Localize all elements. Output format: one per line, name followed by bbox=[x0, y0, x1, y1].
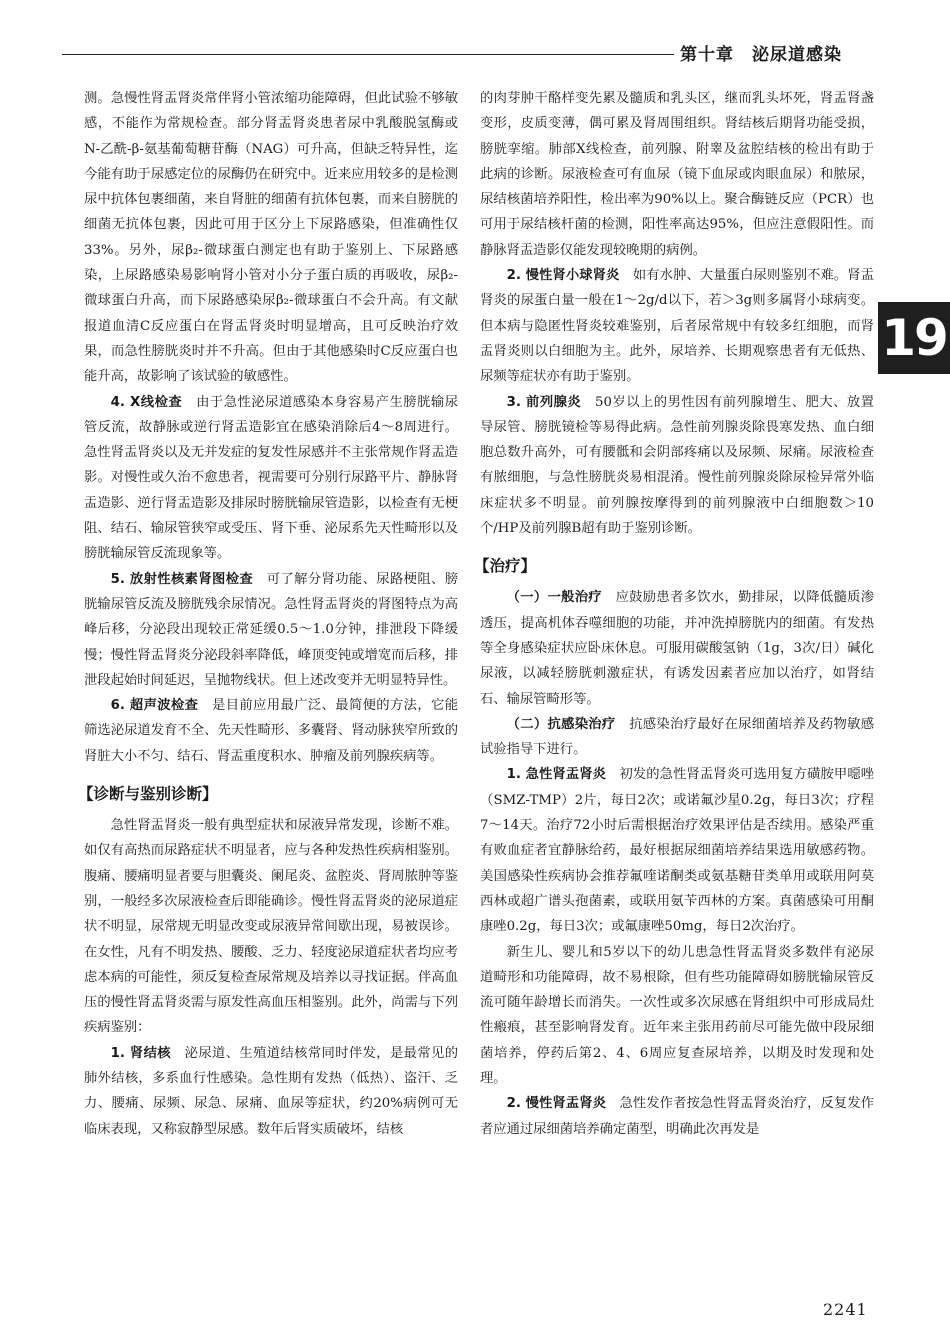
subheading: （一）一般治疗 bbox=[506, 590, 602, 606]
right-column bbox=[474, 86, 875, 1142]
subheading: 2. 慢性肾小球肾炎 bbox=[506, 268, 620, 284]
paragraph bbox=[84, 1041, 458, 1142]
subheading: 5. 放射性核素肾图检查 bbox=[110, 571, 254, 587]
paragraph-text: 如有水肿、大量蛋白尿则鉴别不难。肾盂肾炎的尿蛋白量一般在1～2g/d以下，若＞3g则多属肾小球病变。但本病与隐匿性肾炎较难鉴别，后者尿常规中有较多红细胞，而肾盂肾炎则以白细胞为主。此外，尿培养、长期观察患者有无低热、尿频等症状亦有助于鉴别。 bbox=[480, 268, 875, 385]
paragraph bbox=[480, 712, 874, 763]
paragraph: 急性肾盂肾炎一般有典型症状和尿液异常发现，诊断不难。如仅有高热而尿路症状不明显者，应与各种发热性疾病相鉴别。腹痛、腰痛明显者要与胆囊炎、阑尾炎、盆腔炎、肾周脓肿等鉴别，一般经多次尿液检查后即能确诊。慢性肾盂肾炎的泌尿道症状不明显，尿常规无明显改变或尿液异常间歇出现，易被误诊。在女性，凡有不明发热、腰酸、乏力、轻度泌尿道症状者均应考虑本病的可能性，须反复检查尿常规及培养以寻找证据。伴高血压的慢性肾盂肾炎需与原发性高血压相鉴别。此外，尚需与下列疾病鉴别： bbox=[84, 818, 458, 1036]
subheading: （二）抗感染治疗 bbox=[506, 716, 616, 732]
paragraph bbox=[480, 263, 874, 389]
subheading: 2. 慢性肾盂肾炎 bbox=[506, 1096, 607, 1112]
left-column bbox=[78, 86, 459, 1142]
paragraph bbox=[480, 762, 874, 939]
subheading: 4. X线检查 bbox=[110, 394, 183, 410]
section-heading-diagnosis: 【诊断与鉴别诊断】 bbox=[78, 785, 218, 804]
paragraph-text: 可了解分肾功能、尿路梗阻、膀胱输尿管反流及膀胱残余尿情况。急性肾盂肾炎的肾图特点为高峰后移，分泌段出现较正常延缓0.5～1.0分钟，排泄段下降缓慢；慢性肾盂肾炎分泌段斜率降低，峰顶变钝或增宽而后移，排泄段起始时间延迟，呈抛物线状。但上述改变并无明显特异性。 bbox=[84, 571, 458, 688]
paragraph bbox=[84, 567, 458, 693]
chapter-tab: 19 bbox=[878, 302, 950, 374]
paragraph-text: 50岁以上的男性因有前列腺增生、肥大、放置导尿管、膀胱镜检等易得此病。急性前列腺炎除畏寒发热、血白细胞总数升高外，可有腰骶和会阴部疼痛以及尿频、尿痛。尿液检查有脓细胞，与急性膀胱炎易相混淆。慢性前列腺炎除尿检异常外临床症状多不明显。前列腺按摩得到的前列腺液中白细胞数＞10个/HP及前列腺B超有助于鉴别诊断。 bbox=[480, 394, 875, 537]
subheading: 1. 肾结核 bbox=[110, 1045, 171, 1061]
paragraph: 的肉芽肿干酪样变先累及髓质和乳头区，继而乳头坏死，肾盂肾盏变形，皮质变薄，偶可累及肾周围组织。肾结核后期肾功能受损，膀胱挛缩。肺部X线检查，前列腺、附睾及盆腔结核的检出有助于此病的诊断。尿液检查可有血尿（镜下血尿或肉眼血尿）和脓尿，尿结核菌培养阳性，检出率为90%以上。聚合酶链反应（PCR）也可用于尿结核杆菌的检测，阳性率高达95%，但应注意假阳性。而静脉肾盂造影仅能发现较晚期的病例。 bbox=[480, 91, 874, 258]
paragraph-text: 由于急性泌尿道感染本身容易产生膀胱输尿管反流，故静脉或逆行肾盂造影宜在感染消除后4～8周进行。急性肾盂肾炎以及无并发症的复发性尿感并不主张常规作肾盂造影。对慢性或久治不愈患者，视需要可分别行尿路平片、静脉肾盂造影、逆行肾盂造影及排尿时膀胱输尿管造影，以检查有无梗阻、结石、输尿管狭窄或受压、肾下垂、泌尿系先天性畸形以及膀胱输尿管反流现象等。 bbox=[84, 394, 459, 562]
paragraph-text: 急性发作者按急性肾盂肾炎治疗，反复发作者应通过尿细菌培养确定菌型，明确此次再发是 bbox=[480, 1096, 875, 1137]
paragraph-text: 抗感染治疗最好在尿细菌培养及药物敏感试验指导下进行。 bbox=[480, 716, 875, 758]
paragraph bbox=[480, 585, 874, 711]
subheading: 1. 急性肾盂肾炎 bbox=[506, 767, 607, 783]
page-number: 2241 bbox=[823, 1300, 868, 1319]
chapter-header: 第十章 泌尿道感染 bbox=[680, 45, 842, 65]
subheading: 3. 前列腺炎 bbox=[506, 394, 582, 410]
paragraph-text: 应鼓励患者多饮水，勤排尿，以降低髓质渗透压，提高机体吞噬细胞的功能，并冲洗掉膀胱内的细菌。有发热等全身感染症状应卧床休息。可服用碳酸氢钠（1g，3次/日）碱化尿液，以减轻膀胱刺激症状，有诱发因素者应加以治疗，如肾结石、输尿管畸形等。 bbox=[480, 590, 875, 707]
section-heading-treatment: 【治疗】 bbox=[474, 557, 537, 576]
paragraph bbox=[480, 390, 874, 542]
paragraph-text: 泌尿道、生殖道结核常同时伴发，是最常见的肺外结核，多系血行性感染。急性期有发热（低热）、盗汗、乏力、腰痛、尿频、尿急、尿痛、血尿等症状，约20%病例可无临床表现，又称寂静型尿感。数年后肾实质破坏，结核 bbox=[84, 1045, 459, 1137]
paragraph bbox=[480, 1091, 874, 1142]
header-rule bbox=[62, 54, 674, 55]
paragraph bbox=[84, 390, 458, 567]
paragraph-text: 是目前应用最广泛、最简便的方法，它能筛选泌尿道发育不全、先天性畸形、多囊肾、肾动脉狭窄所致的肾脏大小不匀、结石、肾盂重度积水、肿瘤及前列腺疾病等。 bbox=[84, 698, 459, 764]
paragraph: 测。急慢性肾盂肾炎常伴肾小管浓缩功能障碍，但此试验不够敏感，不能作为常规检查。部分肾盂肾炎患者尿中乳酸脱氢酶或N-乙酰-β-氨基葡萄糖苷酶（NAG）可升高，但缺乏特异性，迄今能有助于尿感定位的尿酶仍在研究中。近来应用较多的是检测尿中抗体包裹细菌，来自肾脏的细菌有抗体包裹，而来自膀胱的细菌无抗体包裹，因此可用于区分上下尿路感染，但准确性仅33%。另外，尿β₂-微球蛋白测定也有助于鉴别上、下尿路感染，上尿路感染易影响肾小管对小分子蛋白质的再吸收，尿β₂-微球蛋白升高，而下尿路感染尿β₂-微球蛋白不会升高。有文献报道血清C反应蛋白在肾盂肾炎时明显增高，且可反映治疗效果，而急性膀胱炎时并不升高。但由于其他感染时C反应蛋白也能升高，故影响了该试验的敏感性。 bbox=[84, 91, 458, 385]
paragraph bbox=[84, 693, 458, 769]
paragraph: 新生儿、婴儿和5岁以下的幼儿患急性肾盂肾炎多数伴有泌尿道畸形和功能障碍，故不易根除，但有些功能障碍如膀胱输尿管反流可随年龄增长而消失。一次性或多次尿感在肾组织中可形成局灶性瘢痕，甚至影响肾发育。近年来主张用药前尽可能先做中段尿细菌培养，停药后第2、4、6周应复查尿培养，以期及时发现和处理。 bbox=[480, 944, 874, 1086]
subheading: 6. 超声波检查 bbox=[110, 698, 199, 714]
paragraph-text: 初发的急性肾盂肾炎可选用复方磺胺甲噁唑（SMZ-TMP）2片，每日2次；或诺氟沙星0.2g，每日3次；疗程7～14天。治疗72小时后需根据治疗效果评估是否续用。感染严重有败血症者宜静脉给药，最好根据尿细菌培养结果选用敏感药物。美国感染性疾病协会推荐氟喹诺酮类或氨基糖苷类单用或联用阿莫西林或超广谱头孢菌素，或联用氨苄西林的方案。真菌感染可用酮康唑0.2g，每日3次；或氟康唑50mg，每日2次治疗。 bbox=[480, 767, 875, 935]
